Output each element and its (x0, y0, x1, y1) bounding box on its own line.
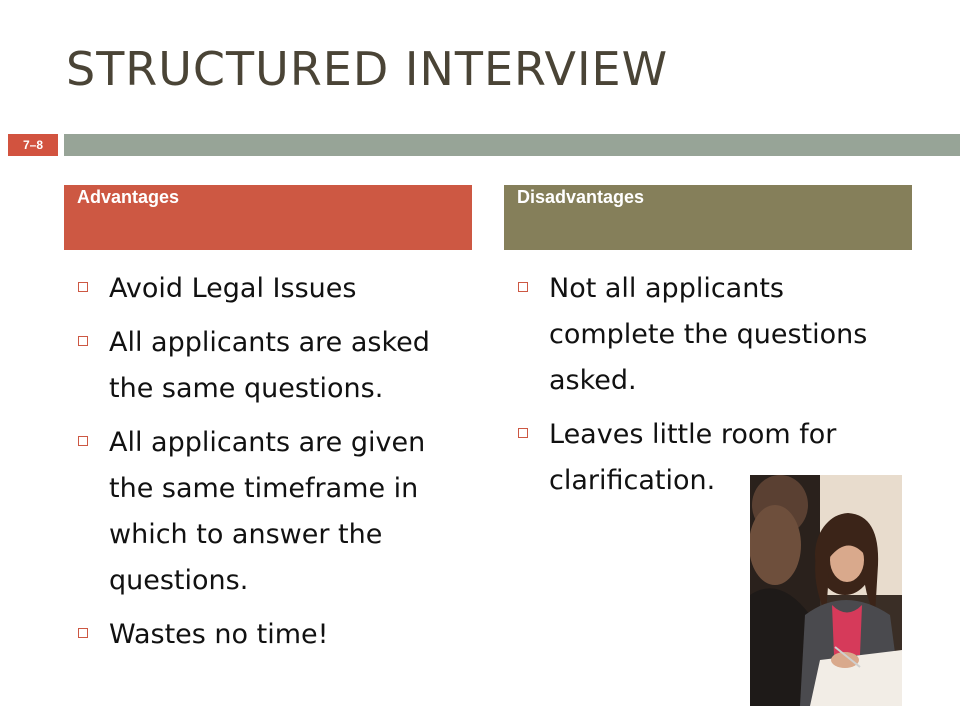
disadvantages-header: Disadvantages (504, 185, 912, 250)
advantages-list (78, 266, 468, 666)
list-item-text: Not all applicants complete the questions asked. (549, 273, 868, 396)
list-item (78, 266, 468, 312)
square-bullet-icon (78, 336, 88, 346)
list-item (518, 266, 910, 404)
list-item (78, 612, 468, 658)
list-item-text: Avoid Legal Issues (109, 273, 357, 304)
square-bullet-icon (518, 282, 528, 292)
list-item-text: Leaves little room for clarification. (549, 419, 837, 496)
square-bullet-icon (78, 282, 88, 292)
list-item (78, 420, 468, 604)
list-item (78, 320, 468, 412)
list-item-text: All applicants are asked the same questions. (109, 327, 430, 404)
interview-photo (750, 475, 902, 706)
list-item-text: All applicants are given the same timeframe in which to answer the questions. (109, 427, 426, 596)
square-bullet-icon (518, 428, 528, 438)
advantages-header: Advantages (64, 185, 472, 250)
list-item-text: Wastes no time! (109, 619, 329, 650)
square-bullet-icon (78, 436, 88, 446)
square-bullet-icon (78, 628, 88, 638)
slide-number-badge: 7–8 (8, 134, 58, 156)
slide-title: STRUCTURED INTERVIEW (66, 42, 669, 96)
title-divider-bar (64, 134, 960, 156)
